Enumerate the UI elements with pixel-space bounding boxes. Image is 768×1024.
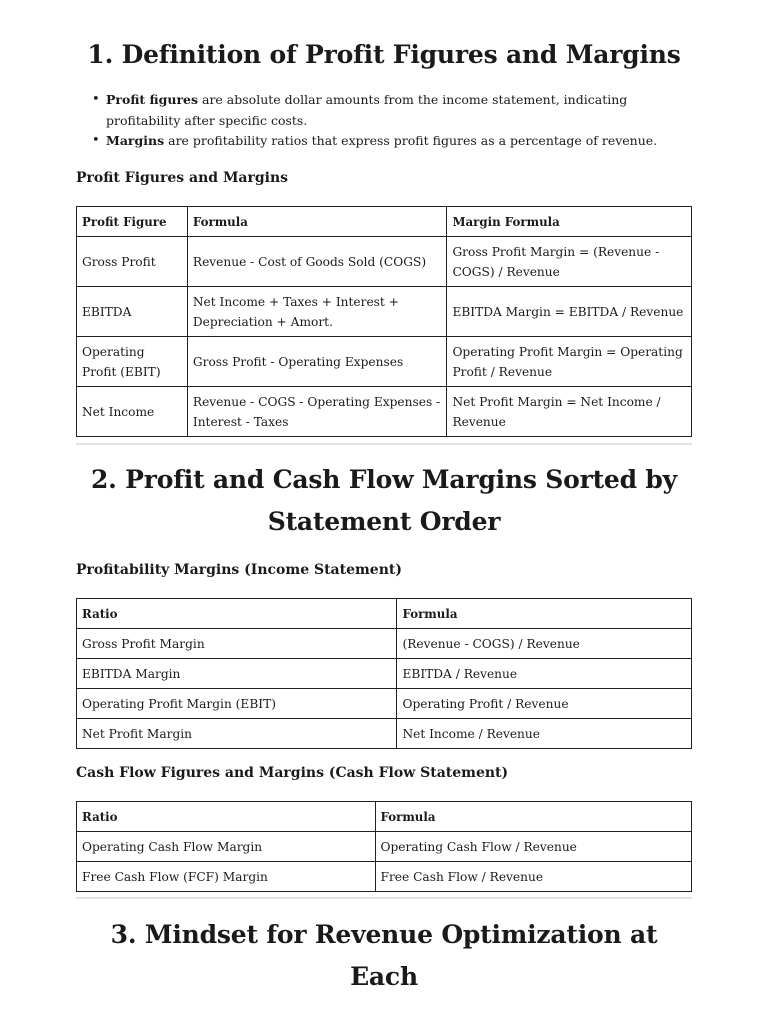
table-cell: Revenue - Cost of Goods Sold (COGS) [187, 237, 447, 287]
bullet-text: are profitability ratios that express profit figures as a percentage of revenue. [164, 133, 658, 148]
table-row [77, 832, 692, 862]
column-header: Profit Figure [77, 207, 188, 237]
section-2-heading: 2. Profit and Cash Flow Margins Sorted by Statement Order [90, 465, 678, 536]
table-cell: Operating Profit / Revenue [397, 689, 692, 719]
table-cell: Net Income + Taxes + Interest + Depreciation + Amort. [187, 287, 447, 337]
cash-flow-margins-table [76, 801, 692, 892]
table-cell: Free Cash Flow / Revenue [375, 862, 691, 892]
list-item [106, 131, 686, 152]
table-cell: EBITDA [77, 287, 188, 337]
table-cell: Net Income [77, 387, 188, 437]
section-divider [76, 897, 692, 899]
table-row [77, 337, 692, 387]
bullet-text: are absolute dollar amounts from the income statement, indicating profitability after specific costs. [106, 92, 628, 128]
section-1-heading: 1. Definition of Profit Figures and Margins [87, 40, 681, 69]
table-cell: Free Cash Flow (FCF) Margin [77, 862, 376, 892]
table-header-row [77, 802, 692, 832]
table-cell: Net Profit Margin = Net Income / Revenue [447, 387, 692, 437]
table-cell: Revenue - COGS - Operating Expenses - Interest - Taxes [187, 387, 447, 437]
table-cell: Gross Profit - Operating Expenses [187, 337, 447, 387]
table-cell: (Revenue - COGS) / Revenue [397, 629, 692, 659]
section-3-heading: 3. Mindset for Revenue Optimization at Each [110, 920, 658, 991]
profit-figures-table [76, 206, 692, 437]
table-cell: Operating Profit Margin = Operating Profit / Revenue [447, 337, 692, 387]
table-row [77, 719, 692, 749]
column-header: Ratio [77, 802, 376, 832]
table-header-row [77, 599, 692, 629]
section-divider [76, 443, 692, 445]
table-row [77, 237, 692, 287]
definition-list [106, 90, 686, 152]
bullet-term: Profit figures [106, 92, 199, 107]
table-row [77, 689, 692, 719]
column-header: Margin Formula [447, 207, 692, 237]
table-cell: Operating Cash Flow / Revenue [375, 832, 691, 862]
table-cell: EBITDA Margin [77, 659, 397, 689]
column-header: Formula [375, 802, 691, 832]
table-cell: Operating Profit Margin (EBIT) [77, 689, 397, 719]
table-row [77, 287, 692, 337]
table-cell: EBITDA / Revenue [397, 659, 692, 689]
table-cell: Net Profit Margin [77, 719, 397, 749]
table-row [77, 659, 692, 689]
list-item [106, 90, 686, 131]
table-row [77, 387, 692, 437]
table-cell: Gross Profit Margin = (Revenue - COGS) / Revenue [447, 237, 692, 287]
column-header: Formula [397, 599, 692, 629]
table-cell: EBITDA Margin = EBITDA / Revenue [447, 287, 692, 337]
table-cell: Operating Cash Flow Margin [77, 832, 376, 862]
profitability-margins-table [76, 598, 692, 749]
table-cell: Net Income / Revenue [397, 719, 692, 749]
cash-flow-table-title: Cash Flow Figures and Margins (Cash Flow Statement) [76, 765, 509, 781]
table-row [77, 862, 692, 892]
table-header-row [77, 207, 692, 237]
column-header: Formula [187, 207, 447, 237]
profit-figures-table-title: Profit Figures and Margins [76, 170, 289, 186]
table-cell: Gross Profit [77, 237, 188, 287]
table-cell: Operating Profit (EBIT) [77, 337, 188, 387]
profitability-margins-table-title: Profitability Margins (Income Statement) [76, 562, 402, 578]
column-header: Ratio [77, 599, 397, 629]
table-cell: Gross Profit Margin [77, 629, 397, 659]
table-row [77, 629, 692, 659]
bullet-term: Margins [106, 133, 165, 148]
